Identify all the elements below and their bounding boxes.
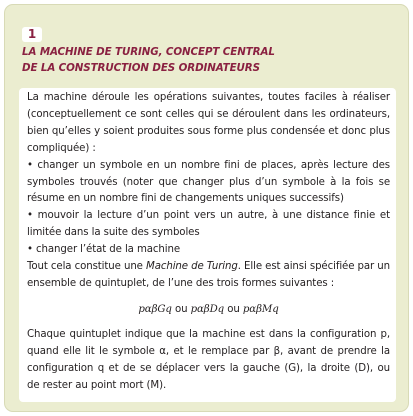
bullet-line: • changer l’état de la machine — [27, 244, 181, 256]
text-line: quand elle lit le symbole α, et le remplace par β, avant de prendre la — [27, 345, 390, 357]
bullet-line: • changer un symbole en un nombre fini de places, après lecture des — [27, 159, 390, 171]
text-line — [27, 259, 390, 276]
text-span: Tout cela constitue une — [27, 261, 146, 273]
text-line: La machine déroule les opérations suivantes, toutes faciles à réaliser — [27, 92, 390, 103]
bullet-line: • mouvoir la lecture d’un point vers un autre, à une distance finie et — [27, 210, 390, 222]
text-line: bien qu’elles y soient produites sous forme plus condensée et donc plus — [27, 125, 390, 137]
text-line: de rester au point mort (M). — [27, 379, 167, 391]
formula-m: pαβMq — [242, 303, 279, 315]
section-number-badge: 1 — [22, 27, 42, 42]
content-box — [19, 88, 396, 402]
text-line: compliquée) : — [27, 142, 96, 154]
bullet-line: limitée dans la suite des symboles — [27, 227, 200, 239]
text-line: Chaque quintuplet indique que la machine est dans la configuration p, — [27, 328, 390, 340]
text-line: configuration q et de se déplacer vers la gauche (G), la droite (D), ou — [27, 362, 390, 374]
bullet-line: résume en un nombre fini de changements uniques successifs) — [27, 193, 344, 205]
quintuplet-formulas — [27, 302, 390, 319]
bullet-line: symboles trouvés (noter que changer plus d’un symbole à la fois se — [27, 176, 390, 188]
formula-g: pαβGq — [138, 303, 172, 315]
title-line: DE LA CONSTRUCTION DES ORDINATEURS — [22, 62, 260, 74]
text-line: ensemble de quintuplet, de l’une des trois formes suivantes : — [27, 277, 335, 289]
title-line: LA MACHINE DE TURING, CONCEPT CENTRAL — [22, 46, 275, 58]
emphasis-machine-de-turing: Machine de Turing — [146, 261, 238, 273]
text-span: . Elle est ainsi spécifiée par un — [237, 261, 390, 273]
formula-d: pαβDq — [190, 303, 225, 315]
formula-separator: ou — [171, 303, 191, 315]
text-line: (conceptuellement ce sont celles qui se déroulent dans les ordinateurs, — [27, 108, 390, 120]
section-title — [22, 44, 382, 76]
formula-separator: ou — [224, 303, 243, 315]
